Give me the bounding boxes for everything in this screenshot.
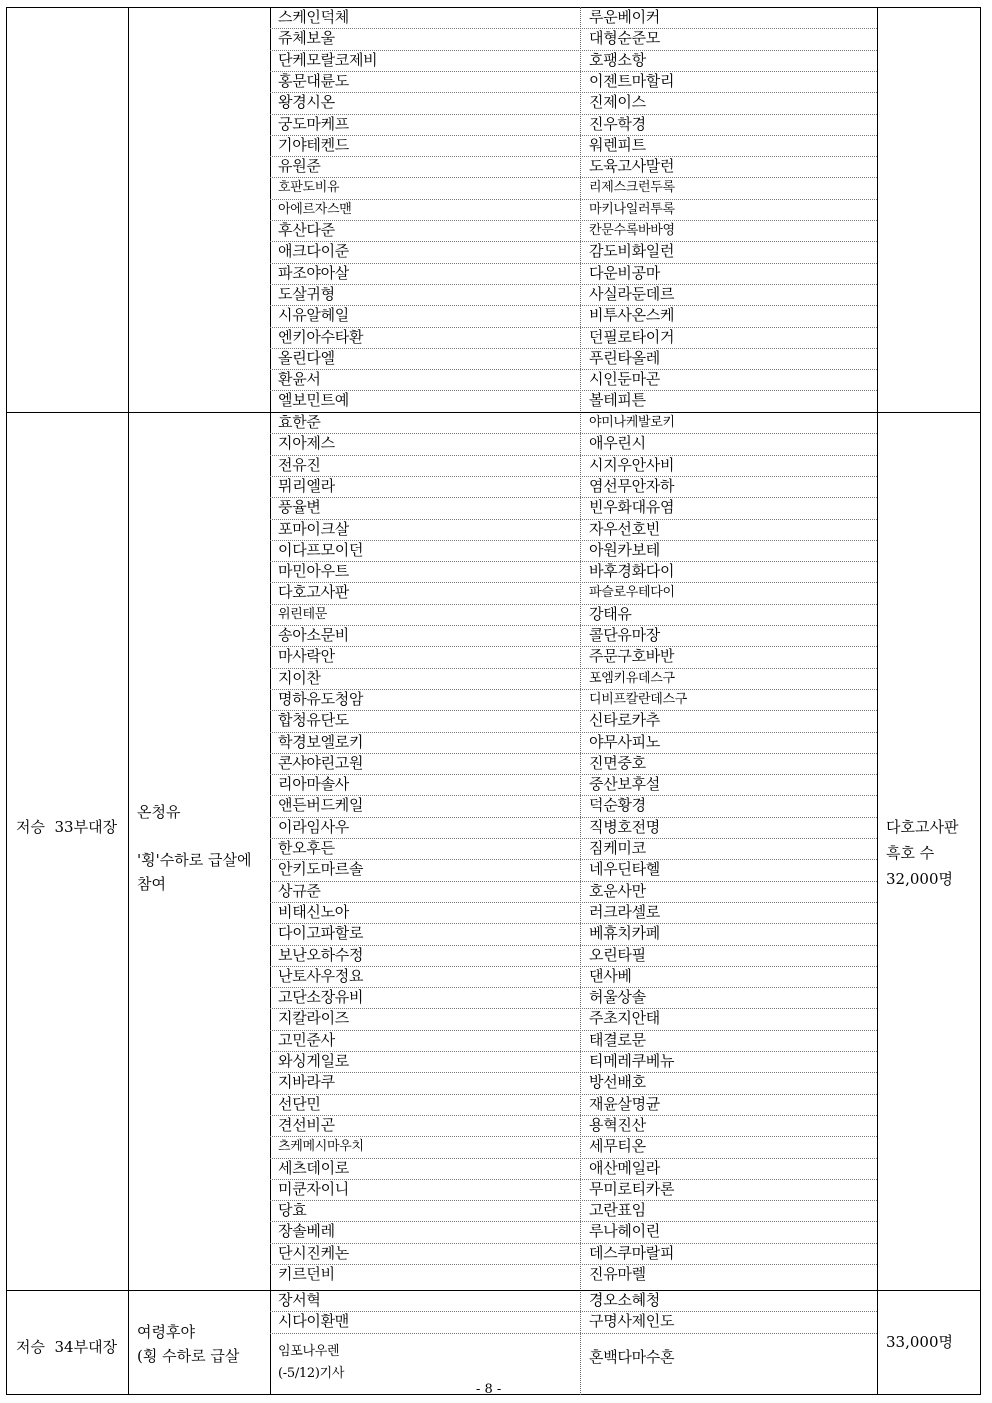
name-right: 짐케미코 [589, 839, 646, 857]
name-left: 한오후든 [278, 839, 335, 857]
name-left: 단케모랄코제비 [278, 50, 378, 69]
name-right: 태결로문 [589, 1030, 646, 1049]
name-right: 호운사만 [589, 881, 646, 900]
name-left: 선단민 [278, 1094, 321, 1113]
name-left: 마민아우트 [278, 562, 349, 581]
name-right: 러크라셀로 [589, 902, 660, 921]
name-left: 명하유도청암 [278, 689, 364, 708]
row-divider [270, 1333, 877, 1334]
name-left: 다호고사판 [278, 583, 349, 602]
name-left: 장솔베레 [278, 1222, 335, 1241]
name-right: 야무사피노 [589, 732, 660, 751]
name-right: 디비프칼란데스구 [589, 691, 688, 707]
name-left: 당효 [278, 1201, 307, 1220]
name-right: 염선무안자하 [589, 476, 675, 495]
name-left: 시유알헤일 [278, 306, 349, 325]
name-right: 자우선호빈 [589, 519, 660, 538]
name-left: 왕경시온 [278, 93, 335, 112]
name-right: 던필로타이거 [589, 327, 675, 346]
name-left: 호판도비유 [278, 180, 340, 196]
name-right: 루운베이커 [589, 8, 660, 26]
name-right: 애산메일라 [589, 1158, 660, 1177]
name-right: 콜단유마장 [589, 626, 660, 644]
name-left: 지이찬 [278, 668, 321, 687]
name-left: 홍문대륜도 [278, 71, 349, 90]
name-left: 쥬체보울 [278, 29, 335, 48]
name-right: 사실라둔데르 [589, 284, 675, 303]
name-right: 도육고사말런 [589, 157, 675, 176]
name-right: 호팽소항 [589, 50, 646, 69]
name-right: 빈우화대유염 [589, 498, 675, 517]
name-left: 안키도마르솔 [278, 860, 364, 879]
name-right: 허울상솔 [589, 988, 646, 1007]
name-right: 세무티온 [589, 1137, 646, 1156]
name-right: 포엠키유데스구 [589, 670, 675, 686]
name-left: 아에르자스맨 [278, 201, 352, 217]
name-left: 올린다엘 [278, 348, 335, 367]
name-left: 기야테켄드 [278, 135, 349, 154]
name-right: 혼백다마수혼 [589, 1347, 675, 1366]
name-right: 이젠트마할리 [589, 71, 675, 90]
name-right: 바후경화다이 [589, 562, 675, 581]
name-left: 후산다준 [278, 221, 335, 239]
name-left: 단시진케논 [278, 1243, 349, 1262]
count-label: 흑호 수 [886, 844, 935, 862]
name-left: 스케인덕체 [278, 8, 349, 26]
column-divider [580, 7, 581, 1395]
name-left: 시다이환맨 [278, 1312, 349, 1331]
name-right: 시지우안사비 [589, 455, 675, 474]
name-right: 다운비공마 [589, 263, 660, 282]
column-divider [270, 7, 271, 1395]
name-left: 포마이크살 [278, 519, 349, 538]
name-left: 난토사우정요 [278, 966, 364, 985]
name-right: 감도비화일런 [589, 242, 675, 261]
name-left: 세츠데이로 [278, 1158, 349, 1177]
name-left: 엘보민트예 [278, 391, 349, 410]
name-right: 오린타필 [589, 945, 646, 964]
name-right: 데스쿠마랄피 [589, 1243, 675, 1262]
name-right: 주초지안태 [589, 1009, 660, 1028]
name-right: 네우딘타헬 [589, 860, 660, 879]
name-left: 합청유단도 [278, 711, 349, 730]
column-divider [877, 7, 878, 1395]
name-left: 고민준사 [278, 1030, 335, 1049]
name-right: 덕순황경 [589, 796, 646, 815]
page-number: - 8 - [476, 1382, 502, 1397]
name-left: 리아마솔사 [278, 775, 349, 794]
name-left: 앤든버드케일 [278, 796, 364, 815]
name-left: 보난오하수정 [278, 945, 364, 964]
name-right: 아원카보테 [589, 540, 660, 559]
name-right: 파슬로우테다이 [589, 585, 675, 601]
name-right: 진유마렐 [589, 1265, 646, 1283]
name-right: 베휴치카페 [589, 924, 660, 943]
name-right: 무미로티카론 [589, 1179, 675, 1198]
name-right: 야미나케발로키 [589, 415, 675, 430]
name-left: 학경보엘로키 [278, 732, 364, 751]
name-right: 리제스크런두록 [589, 180, 675, 196]
name-left: 유원준 [278, 157, 321, 176]
name-right: 용혁진산 [589, 1115, 646, 1134]
name-left: 풍율변 [278, 498, 321, 517]
name-left: 임포나우렌 (-5/12)기사 [278, 1343, 345, 1381]
name-left: 견선비곤 [278, 1115, 335, 1134]
name-left: 위린테문 [278, 606, 328, 622]
name-right: 강태유 [589, 604, 632, 623]
unit-label: 저승 33부대장 [16, 818, 118, 836]
name-left: 이라임사우 [278, 817, 349, 836]
name-right: 주문구호바반 [589, 647, 675, 666]
name-left: 전유진 [278, 455, 321, 474]
name-left: 애크다이준 [278, 242, 349, 261]
name-right: 구명사제인도 [589, 1312, 675, 1331]
name-left: 궁도마케프 [278, 114, 349, 133]
name-right: 진우학경 [589, 114, 646, 133]
count-label: 다호고사판 [886, 818, 959, 836]
name-right: 티메레쿠베뉴 [589, 1052, 675, 1070]
name-left: 다이고파할로 [278, 924, 364, 943]
name-left: 와싱게일로 [278, 1052, 349, 1070]
name-left: 츠케메시마우치 [278, 1139, 364, 1155]
name-right: 대형순준모 [589, 29, 660, 48]
description-label: 온청유 '횡'수하로 급살에 참여 [137, 803, 252, 893]
count-label: 32,000명 [886, 870, 953, 888]
name-right: 방선배호 [589, 1073, 646, 1092]
name-left: 지아제스 [278, 434, 335, 453]
column-divider [128, 7, 129, 1395]
name-left: 콘샤야린고원 [278, 753, 364, 772]
name-right: 루나헤이린 [589, 1222, 660, 1241]
name-left: 이다프모이던 [278, 540, 364, 559]
name-right: 댄사베 [589, 966, 632, 985]
name-left: 고단소장유비 [278, 988, 364, 1007]
name-right: 칸문수록바바영 [589, 223, 675, 238]
name-right: 진면중호 [589, 753, 646, 772]
name-left: 뮈리엘라 [278, 476, 335, 495]
name-right: 재윤살명균 [589, 1094, 660, 1113]
name-left: 미쿤자이니 [278, 1179, 349, 1198]
name-right: 신타로카추 [589, 711, 660, 730]
name-left: 상규준 [278, 881, 321, 900]
name-left: 비태신노아 [278, 902, 349, 921]
name-left: 환윤서 [278, 370, 321, 389]
name-right: 경오소혜청 [589, 1291, 660, 1309]
name-right: 중산보후설 [589, 775, 660, 794]
count-label: 33,000명 [886, 1333, 953, 1351]
name-left: 파조야아살 [278, 263, 349, 282]
name-left: 지바라쿠 [278, 1073, 335, 1092]
description-label: 여령후야 (횡 수하로 급살 [137, 1323, 240, 1365]
name-left: 도살귀형 [278, 284, 335, 303]
name-right: 푸린타올레 [589, 348, 660, 367]
name-left: 지칼라이즈 [278, 1009, 349, 1028]
name-left: 키르던비 [278, 1265, 335, 1283]
name-right: 워렌피트 [589, 135, 646, 154]
name-right: 진제이스 [589, 93, 646, 112]
name-right: 고란표임 [589, 1201, 646, 1220]
name-left: 엔키아수타환 [278, 327, 364, 346]
name-right: 비투사온스케 [589, 306, 675, 325]
name-right: 직병호전명 [589, 817, 660, 836]
name-right: 애우린시 [589, 434, 646, 453]
name-left: 효한준 [278, 413, 321, 431]
name-right: 마키나일러투록 [589, 201, 675, 217]
name-left: 장서혁 [278, 1291, 321, 1309]
name-left: 마사락안 [278, 647, 335, 666]
unit-label: 저승 34부대장 [16, 1338, 118, 1356]
name-left: 송아소문비 [278, 626, 349, 644]
name-right: 볼테피튼 [589, 391, 646, 410]
name-right: 시인둔마곤 [589, 370, 660, 389]
